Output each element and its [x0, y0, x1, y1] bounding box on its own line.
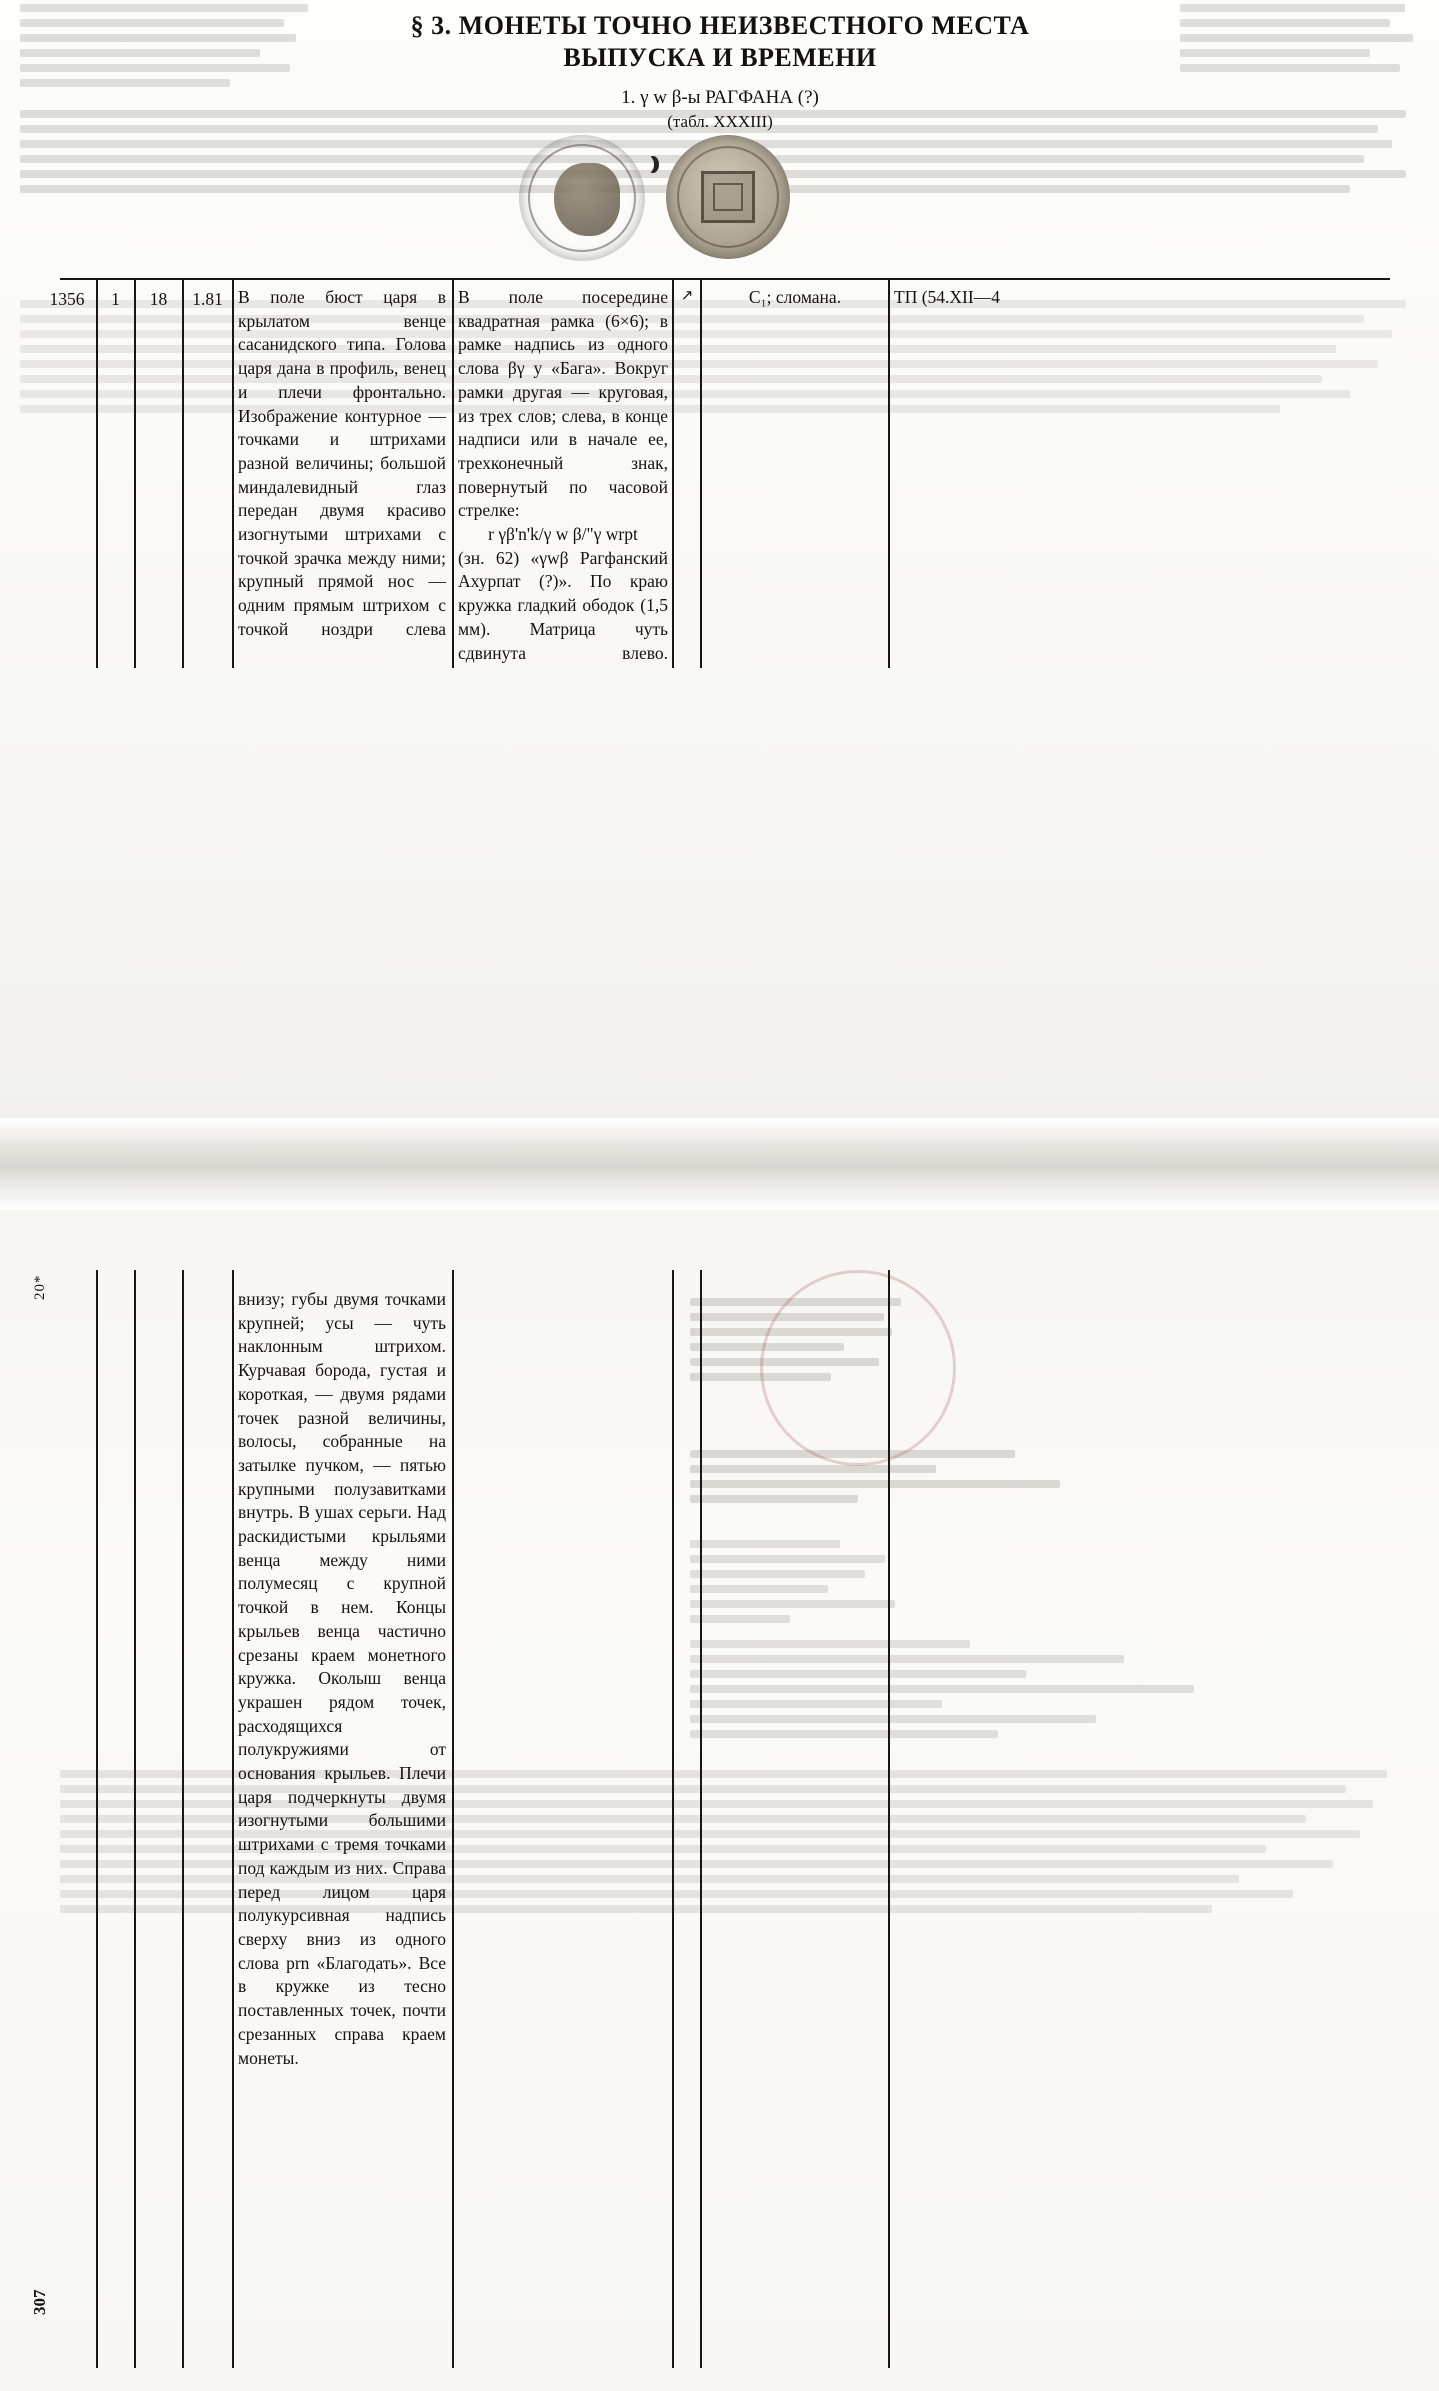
catalog-table-top [0, 278, 1439, 668]
table-vline-8 [888, 280, 890, 668]
section-heading [210, 10, 1230, 73]
subsection-heading-line1: 1. γ w β-ы РАГФАНА (?) [621, 87, 819, 108]
reverse-description-part1: В поле посередине квадратная рамка (6×6); в рамке надпись из одного слова βγ у «Бага». Вокруг рамки другая — круговая, из трех слов; слева, в конце надписи или в начале ее, трехконечный знак, повернутый по часовой стрелке: [458, 287, 668, 521]
catalog-table-bottom [0, 1270, 1439, 2375]
table-vline-b5 [452, 1270, 454, 2368]
reverse-description-part2: (зн. 62) «γwβ Рагфанский Ахурпат (?)». По краю кружка гладкий ободок (1,5 мм). Матрица чуть сдвинута влево. [458, 547, 668, 663]
table-vline-4 [232, 280, 234, 668]
table-vline-b3 [182, 1270, 184, 2368]
reverse-legend: r γβ'n'k/γ w β/"γ wrpt [488, 524, 638, 545]
cell-reference: ТП (54.XII—4 [894, 287, 1000, 307]
table-vline-b4 [232, 1270, 234, 2368]
page-number: 307 [30, 2289, 49, 2315]
table-vline-5 [452, 280, 454, 668]
table-top-rule [60, 278, 1390, 280]
cell-column-c: 18 [149, 289, 168, 309]
table-vline-b8 [888, 1270, 890, 2368]
cell-catalog-number: 1356 [49, 289, 85, 309]
table-vline-2 [134, 280, 136, 668]
coin-reverse-image [666, 135, 790, 259]
table-vline-b7 [700, 1270, 702, 2368]
coin-obverse-image [519, 135, 645, 261]
cell-weight: 1.81 [192, 289, 223, 309]
table-vline-b1 [96, 1270, 98, 2368]
cell-condition: C₁; сломана. [748, 287, 842, 307]
document-page-top [0, 0, 1439, 1118]
coin-figure [0, 132, 1439, 262]
document-page-bottom [0, 1210, 1439, 2391]
cell-reverse-description [458, 286, 668, 665]
cell-column-b: 1 [111, 289, 120, 309]
cell-obverse-description: В поле бюст царя в крылатом венце сасанидского типа. Голова царя дана в профиль, венец и плечи фронтально. Изображение контурное — точками и штрихами разной величины; большой миндалевидный глаз передан двумя красиво изогнутыми штрихами с точкой зрачка между ними; крупный прямой нос — одним прямым штрихом с точкой ноздри слева [238, 287, 446, 639]
table-vline-1 [96, 280, 98, 668]
footnote-marker: 20* [32, 1274, 48, 1300]
section-heading-line2: ВЫПУСКА И ВРЕМЕНИ [563, 42, 877, 72]
table-vline-6 [672, 280, 674, 668]
subsection-heading [210, 86, 1230, 133]
crescent-icon [642, 156, 654, 173]
section-heading-line1: § 3. МОНЕТЫ ТОЧНО НЕИЗВЕСТНОГО МЕСТА [410, 11, 1030, 40]
plate-reference: (табл. XXXIII) [667, 111, 773, 131]
cell-symbol: ↗ [680, 288, 694, 304]
table-vline-b6 [672, 1270, 674, 2368]
table-vline-7 [700, 280, 702, 668]
page-separator [0, 1118, 1439, 1210]
table-vline-b2 [134, 1270, 136, 2368]
cell-obverse-description-continued: внизу; губы двумя точками крупней; усы — чуть наклонным штрихом. Курчавая борода, густая и короткая, — двумя рядами точек разной величины, волосы, собранные на затылке пучком, — пятью крупными полузавитками внутрь. В ушах серьги. Над раскидистыми крыльями венца между ними полумесяц с крупной точкой в нем. Концы крыльев венца частично срезаны краем монетного кружка. Околыш венца украшен рядом точек, расходящихся полукружиями от основания крыльев. Плечи царя подчеркнуты двумя изогнутыми большими штрихами с тремя точками под каждым из них. Справа перед лицом царя полукурсивная надпись сверху вниз из одного слова prn «Благодать». Все в кружке из тесно поставленных точек, почти срезанных справа краем монеты. [238, 1289, 446, 2068]
table-vline-3 [182, 280, 184, 668]
coin-reverse-square-frame [701, 171, 755, 223]
coin-obverse-bust [554, 163, 620, 236]
